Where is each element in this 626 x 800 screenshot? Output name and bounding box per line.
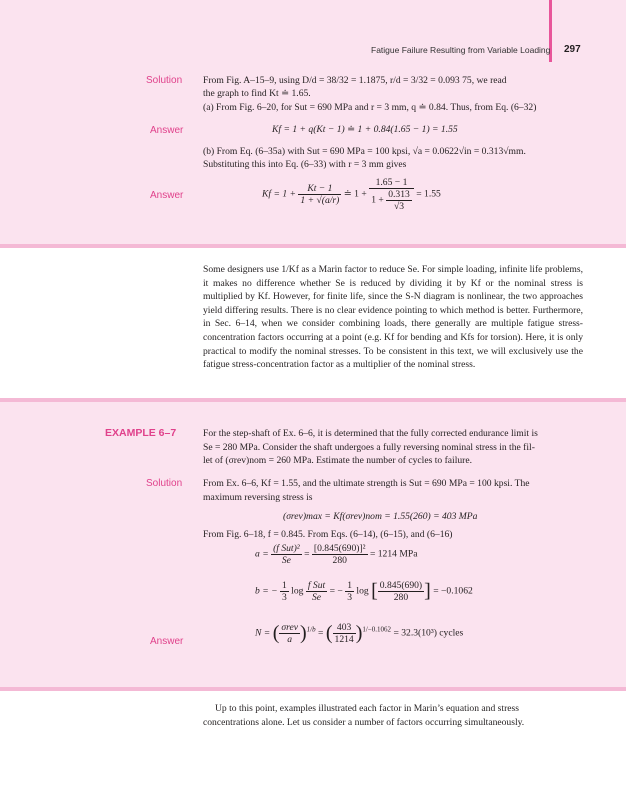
eq-n-fraction-1 <box>279 622 300 645</box>
eq-n-lhs: N = <box>255 627 271 639</box>
equation-n <box>255 622 463 645</box>
eq-b-mid: = − <box>329 585 343 597</box>
right-bracket: ] <box>424 580 431 602</box>
example-answer-label: Answer <box>150 636 184 647</box>
eq-b-denominator-2: 280 <box>378 591 424 603</box>
eq-n-numerator-1: σrev <box>281 622 298 633</box>
equation-max-stress: (σrev)max = Kf(σrev)nom = 1.55(260) = 403 MPa <box>283 511 478 522</box>
fraction-2-denominator <box>369 188 414 212</box>
answer-equation-kf: Kf = 1 + q(Kt − 1) ≐ 1 + 0.84(1.65 − 1) = 1.55 <box>272 124 458 135</box>
example-solution-line-3: From Fig. 6–18, f = 0.845. From Eqs. (6–14), (6–15), and (6–16) <box>203 529 453 540</box>
answer-label-1: Answer <box>150 125 184 136</box>
body-paragraph-2-line-2: concentrations alone. Let us consider a number of factors occurring simultaneously. <box>203 717 525 728</box>
eq-b-coef-1-den: 3 <box>281 592 287 603</box>
left-bracket: [ <box>371 580 378 602</box>
answer-label-2: Answer <box>150 190 184 201</box>
eq-b-log-1: log <box>291 585 304 597</box>
solution-line-2: the graph to find Kt ≐ 1.65. <box>203 88 311 99</box>
nested-prefix: 1 + <box>371 194 384 206</box>
body-paragraph-1: Some designers use 1/Kf as a Marin factor to reduce Se. For simple loading, infinite life problems, it makes no difference whether Se is reduced by dividing it by Kf or the nominal stress is multiplied by Kf. However, for finite life, since the S-N diagram is nonlinear, the two approaches yield differing results. There is no clear evidence pointing to which method is better. Furthermore, in Sec. 6–14, when we consider combining loads, there generally are multiple fatigue stress-concentration factors occurring at a point (e.g. Kf for bending and Kfs for torsion). Here, it is only practical to modify the nominal stresses. To be consistent in this text, we will exclusively use the fatigue stress-concentration factor as a multiplier of the nominal stress. <box>203 264 583 371</box>
example-line-1: For the step-shaft of Ex. 6–6, it is determined that the fully corrected endurance limit is <box>203 428 538 439</box>
eq-b-coef-1-num: 1 <box>281 580 287 591</box>
eq-a-numerator-1: (f Sut)² <box>273 543 300 554</box>
example-solution-label: Solution <box>146 478 183 489</box>
answer-equation-kf-notch <box>262 177 441 212</box>
eq-b-coef-1 <box>280 580 289 603</box>
solution-line-3: (a) From Fig. 6–20, for Sut = 690 MPa and r = 3 mm, q ≐ 0.84. Thus, from Eq. (6–32) <box>203 102 537 113</box>
eq-n-denominator-1: a <box>279 633 300 645</box>
eq-mid: ≐ 1 + <box>343 188 367 200</box>
eq-a-denominator-2: 280 <box>312 554 368 566</box>
left-paren-2: ( <box>325 622 333 644</box>
left-paren-1: ( <box>272 622 280 644</box>
nested-denominator: √3 <box>386 200 412 212</box>
right-paren-1: ) <box>299 622 307 644</box>
eq-b-fraction-2 <box>378 580 424 603</box>
eq-b-numerator-2: 0.845(690) <box>379 580 423 591</box>
eq-n-fraction-2 <box>333 622 356 645</box>
body-paragraph-2-line-1: Up to this point, examples illustrated each factor in Marin’s equation and stress <box>215 703 519 714</box>
example-line-2: Se = 280 MPa. Consider the shaft undergoes a fully reversing nominal stress in the fil- <box>203 442 535 453</box>
nested-fraction <box>386 189 412 212</box>
eq-result: = 1.55 <box>416 188 441 200</box>
eq-b-coef-2-den: 3 <box>347 592 352 603</box>
eq-b-log-2: log <box>356 585 369 597</box>
eq-n-denominator-2: 1214 <box>334 634 354 645</box>
eq-b-numerator-1: f Sut <box>307 580 326 591</box>
eq-a-fraction-2 <box>312 543 368 566</box>
eq-a-numerator-2: [0.845(690)]² <box>313 543 366 554</box>
nested-numerator: 0.313 <box>388 189 410 200</box>
eq-a-lhs: a = <box>255 548 269 560</box>
fraction-1-numerator: Kt − 1 <box>307 183 333 194</box>
eq-b-coef-2-num: 1 <box>347 580 352 591</box>
fraction-1 <box>298 183 341 206</box>
eq-a-denominator-1: Se <box>271 554 302 566</box>
eq-a-equals: = <box>304 548 310 560</box>
example-line-3: let of (σrev)nom = 260 MPa. Estimate the number of cycles to failure. <box>203 455 473 466</box>
fraction-1-denominator: 1 + √(a/r) <box>300 195 340 206</box>
eq-a-fraction-1 <box>271 543 302 566</box>
eq-n-result: = 32.3(10³) cycles <box>393 627 464 639</box>
fraction-2-numerator: 1.65 − 1 <box>375 177 408 188</box>
eq-b-coef-2 <box>345 580 354 603</box>
equation-b <box>255 580 473 603</box>
eq-n-exponent-1: 1/b <box>306 625 316 634</box>
solution-line-4: (b) From Eq. (6–35a) with Sut = 690 MPa = 100 kpsi, √a = 0.0622√in = 0.313√mm. <box>203 146 526 157</box>
eq-a-result: = 1214 MPa <box>369 548 418 560</box>
solution-line-1: From Fig. A–15–9, using D/d = 38/32 = 1.1875, r/d = 3/32 = 0.093 75, we read <box>203 75 507 86</box>
page-number: 297 <box>564 44 581 55</box>
eq-b-denominator-1: Se <box>306 591 327 603</box>
example-solution-line-1: From Ex. 6–6, Kf = 1.55, and the ultimate strength is Sut = 690 MPa = 100 kpsi. The <box>203 478 530 489</box>
solution-label: Solution <box>146 75 183 86</box>
solution-line-5: Substituting this into Eq. (6–33) with r = 3 mm gives <box>203 159 407 170</box>
running-title: Fatigue Failure Resulting from Variable Loading <box>371 45 551 55</box>
right-paren-2: ) <box>355 622 363 644</box>
example-solution-line-2: maximum reversing stress is <box>203 492 313 503</box>
eq-b-lhs: b = − <box>255 585 278 597</box>
example-label: EXAMPLE 6–7 <box>105 427 177 439</box>
equation-a <box>255 543 417 566</box>
eq-b-fraction-1 <box>306 580 327 603</box>
eq-n-exponent-2: 1/−0.1062 <box>362 625 392 634</box>
fraction-2 <box>369 177 414 212</box>
eq-lhs: Kf = 1 + <box>262 188 297 200</box>
eq-n-equals: = <box>318 627 324 639</box>
eq-n-numerator-2: 403 <box>336 622 352 633</box>
eq-b-result: = −0.1062 <box>433 585 473 597</box>
